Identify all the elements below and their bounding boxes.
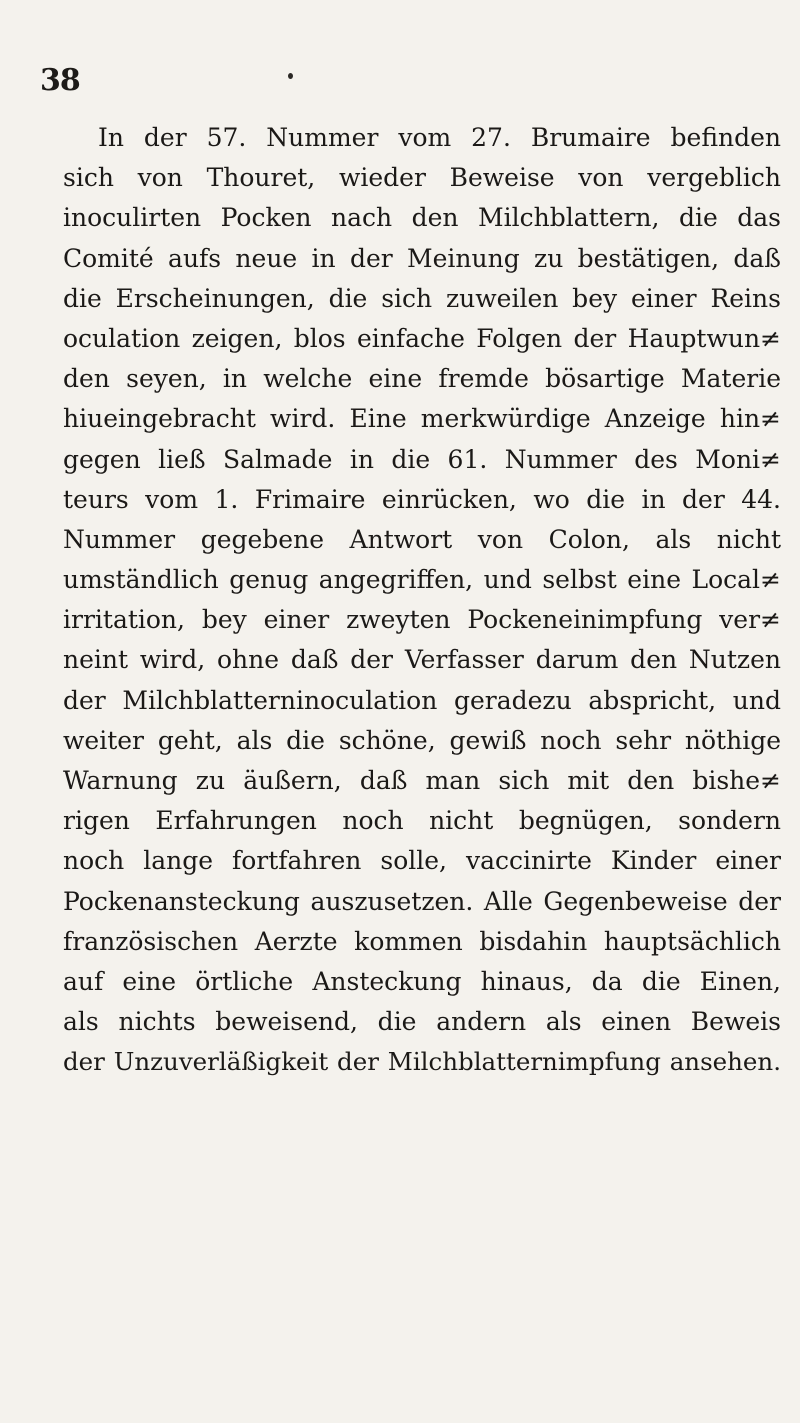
text-line: umständlich genug angegriffen, und selbst eine Local≠ bbox=[63, 565, 781, 595]
text-line: hiueingebracht wird. Eine merkwürdige Anzeige hin≠ bbox=[63, 404, 781, 434]
text-line: rigen Erfahrungen noch nicht begnügen, sondern bbox=[63, 806, 781, 836]
text-line: den seyen, in welche eine fremde bösartige Materie bbox=[63, 364, 781, 394]
text-line: auf eine örtliche Ansteckung hinaus, da die Einen, bbox=[63, 966, 781, 996]
text-line: teurs vom 1. Frimaire einrücken, wo die in der 44. bbox=[63, 484, 781, 514]
text-line: französischen Aerzte kommen bisdahin hauptsächlich bbox=[63, 926, 781, 956]
text-line: Pockenansteckung auszusetzen. Alle Gegenbeweise der bbox=[63, 886, 781, 916]
ink-speck bbox=[288, 73, 293, 79]
text-line: Warnung zu äußern, daß man sich mit den bishe≠ bbox=[63, 766, 781, 795]
text-line: irritation, bey einer zweyten Pockeneinimpfung ver≠ bbox=[63, 605, 781, 635]
text-line: noch lange fortfahren solle, vaccinirte Kinder einer bbox=[63, 846, 781, 876]
text-line: neint wird, ohne daß der Verfasser darum den Nutzen bbox=[63, 645, 781, 675]
text-line: sich von Thouret, wieder Beweise von vergeblich bbox=[63, 163, 781, 193]
text-line: oculation zeigen, blos einfache Folgen der Hauptwun≠ bbox=[63, 323, 781, 353]
text-line: der Unzuverläßigkeit der Milchblatternimpfung ansehen. bbox=[63, 1047, 781, 1077]
text-line: als nichts beweisend, die andern als einen Beweis bbox=[63, 1007, 781, 1037]
text-line: gegen ließ Salmade in die 61. Nummer des Moni≠ bbox=[63, 444, 781, 474]
text-line: Nummer gegebene Antwort von Colon, als nicht bbox=[63, 524, 781, 554]
text-line: weiter geht, als die schöne, gewiß noch sehr nöthige bbox=[63, 725, 781, 755]
page-number: 38 bbox=[40, 63, 80, 98]
text-line: Comité aufs neue in der Meinung zu bestätigen, daß bbox=[63, 243, 781, 273]
text-line: der Milchblatterninoculation geradezu abspricht, und bbox=[63, 685, 781, 715]
body-text bbox=[63, 118, 781, 1083]
text-line: In der 57. Nummer vom 27. Brumaire befinden bbox=[98, 123, 781, 152]
text-line: inoculirten Pocken nach den Milchblattern, die das bbox=[63, 203, 781, 233]
text-line: die Erscheinungen, die sich zuweilen bey einer Reins bbox=[63, 283, 781, 313]
